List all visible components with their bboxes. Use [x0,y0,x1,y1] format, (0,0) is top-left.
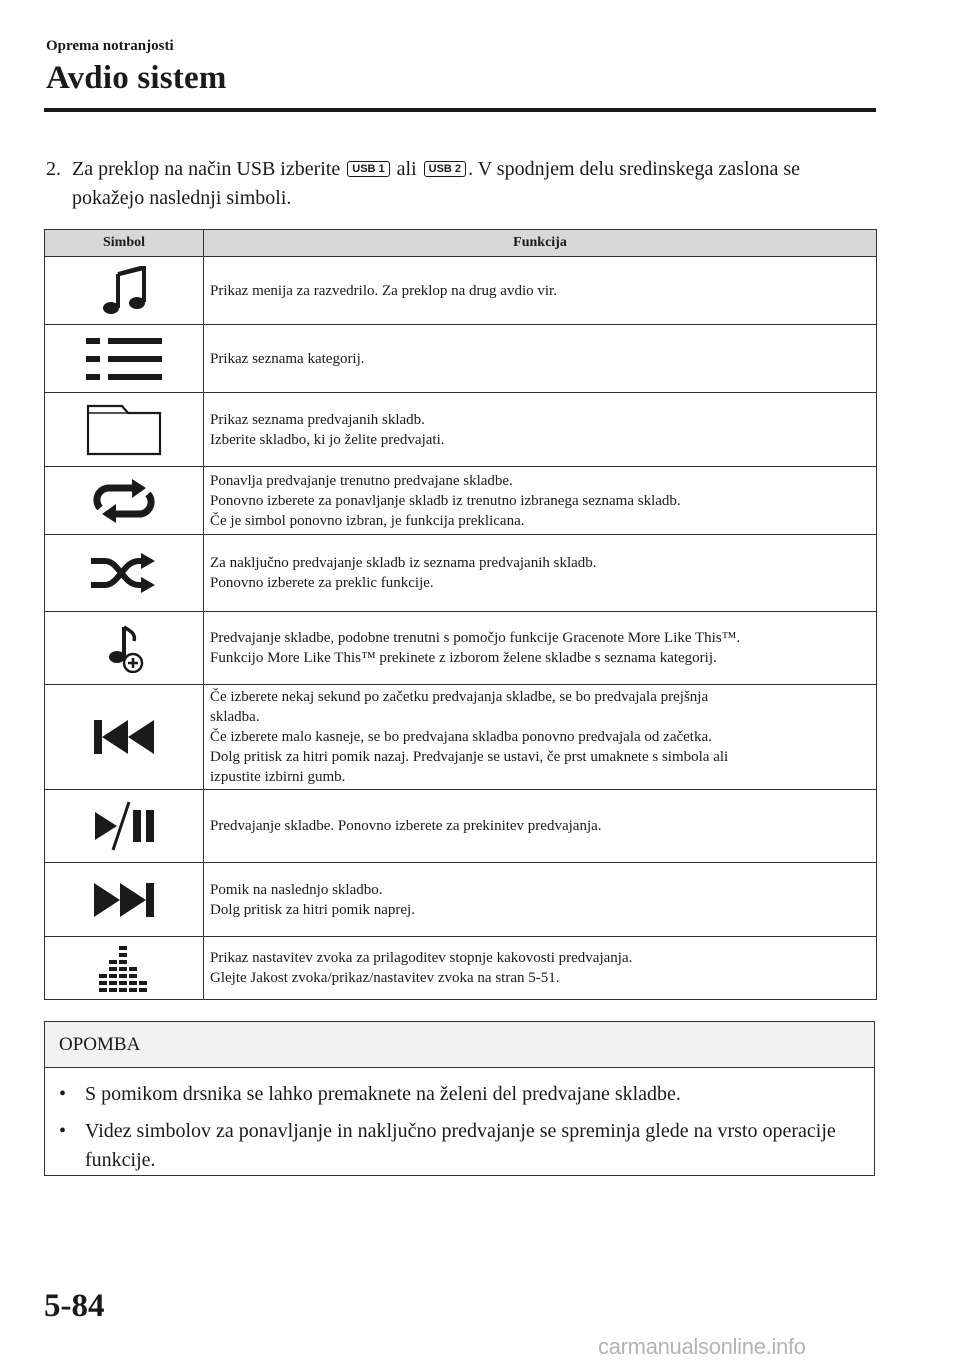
play-pause-icon [89,800,159,852]
function-line: izpustite izbirni gumb. [210,769,346,785]
music-note-icon [94,266,154,316]
function-line: Ponavlja predvajanje trenutno predvajane skladbe. [210,472,513,489]
function-cell [204,257,877,325]
step-instruction [46,155,876,213]
function-line: Funkcijo More Like This™ prekinete z izborom želene skladbe s seznama kategorij. [210,650,717,666]
step-text-before: Za preklop na način USB izberite [72,158,346,180]
bullet-icon: • [59,1120,67,1142]
function-line: Če je simbol ponovno izbran, je funkcija preklicana. [210,512,525,529]
table-row [45,535,877,612]
note-item [59,1080,874,1109]
col-symbol-header: Simbol [45,230,204,257]
previous-track-icon [92,718,156,756]
function-line: Pomik na naslednjo skladbo. [210,881,383,898]
more-like-this-icon [104,623,144,673]
chapter-title: Avdio sistem [46,60,227,96]
function-line: Ponovno izberete za preklic funkcije. [210,575,434,591]
function-line: Prikaz seznama predvajanih skladb. [210,411,425,428]
table-row [45,467,877,535]
table-row [45,257,877,325]
function-cell [204,612,877,685]
sound-settings-icon [96,944,152,992]
title-rule [44,108,876,112]
note-list [45,1068,874,1175]
symbol-cell [45,325,204,393]
function-line: Prikaz nastavitev zvoka za prilagoditev stopnje kakovosti predvajanja. [210,950,633,966]
repeat-icon [92,479,156,523]
symbol-cell [45,937,204,1000]
function-line: Prikaz menija za razvedrilo. Za preklop na drug avdio vir. [210,282,557,299]
note-heading: OPOMBA [45,1022,874,1068]
folder-icon [86,404,162,456]
symbol-cell [45,257,204,325]
function-line: Predvajanje skladbe. Ponovno izberete za prekinitev predvajanja. [210,818,602,834]
note-item [59,1117,874,1175]
table-row [45,612,877,685]
symbol-cell [45,790,204,863]
table-row [45,325,877,393]
section-label: Oprema notranjosti [46,38,174,54]
usb2-key-label: USB 2 [424,161,466,177]
function-line: Dolg pritisk za hitri pomik naprej. [210,901,415,918]
function-line: Za naključno predvajanje skladb iz seznama predvajanih skladb. [210,555,597,571]
table-row [45,937,877,1000]
function-cell [204,937,877,1000]
note-item-text: S pomikom drsnika se lahko premaknete na želeni del predvajane skladbe. [85,1083,681,1105]
symbol-cell [45,535,204,612]
function-cell [204,467,877,535]
function-line: Dolg pritisk za hitri pomik nazaj. Predvajanje se ustavi, če prst umaknete s simbola ali [210,749,729,765]
function-line: Če izberete nekaj sekund po začetku predvajanja skladbe, se bo predvajala prejšnja [210,689,709,705]
shuffle-icon [89,553,159,593]
usb1-key-label: USB 1 [347,161,389,177]
function-cell [204,863,877,937]
page-number: 5-84 [44,1288,105,1324]
step-text-mid: ali [391,158,422,180]
note-box [44,1021,875,1176]
function-line: Ponovno izberete za ponavljanje skladb iz trenutno izbranega seznama skladb. [210,492,681,509]
function-line: Prikaz seznama kategorij. [210,350,365,367]
note-item-text: Videz simbolov za ponavljanje in naključno predvajanje se spreminja glede na vrsto operacije funkcije. [85,1120,836,1171]
function-line: Izberite skladbo, ki jo želite predvajati. [210,431,445,448]
function-line: skladba. [210,709,260,725]
bullet-icon: • [59,1083,67,1105]
function-line: Če izberete malo kasneje, se bo predvajana skladba ponovno predvajala od začetka. [210,729,712,745]
symbol-cell [45,685,204,790]
table-header-row [45,230,877,257]
step-text [72,155,876,213]
table-row [45,685,877,790]
function-cell [204,393,877,467]
function-cell [204,535,877,612]
table-row [45,863,877,937]
step-text-after: . V spodnjem delu sredinskega zaslona se pokažejo naslednji simboli. [72,158,801,209]
watermark: carmanualsonline.info [598,1334,806,1359]
step-number: 2. [46,158,61,180]
table-row [45,790,877,863]
symbol-cell [45,393,204,467]
symbol-cell [45,863,204,937]
function-cell [204,790,877,863]
col-function-header: Funkcija [204,230,877,257]
function-cell [204,685,877,790]
category-list-icon [84,336,164,382]
symbol-cell [45,467,204,535]
table-row [45,393,877,467]
function-line: Glejte Jakost zvoka/prikaz/nastavitev zvoka na stran 5-51. [210,970,560,986]
next-track-icon [92,881,156,919]
symbol-cell [45,612,204,685]
function-cell [204,325,877,393]
symbol-table [44,229,877,1000]
function-line: Predvajanje skladbe, podobne trenutni s pomočjo funkcije Gracenote More Like This™. [210,630,741,646]
